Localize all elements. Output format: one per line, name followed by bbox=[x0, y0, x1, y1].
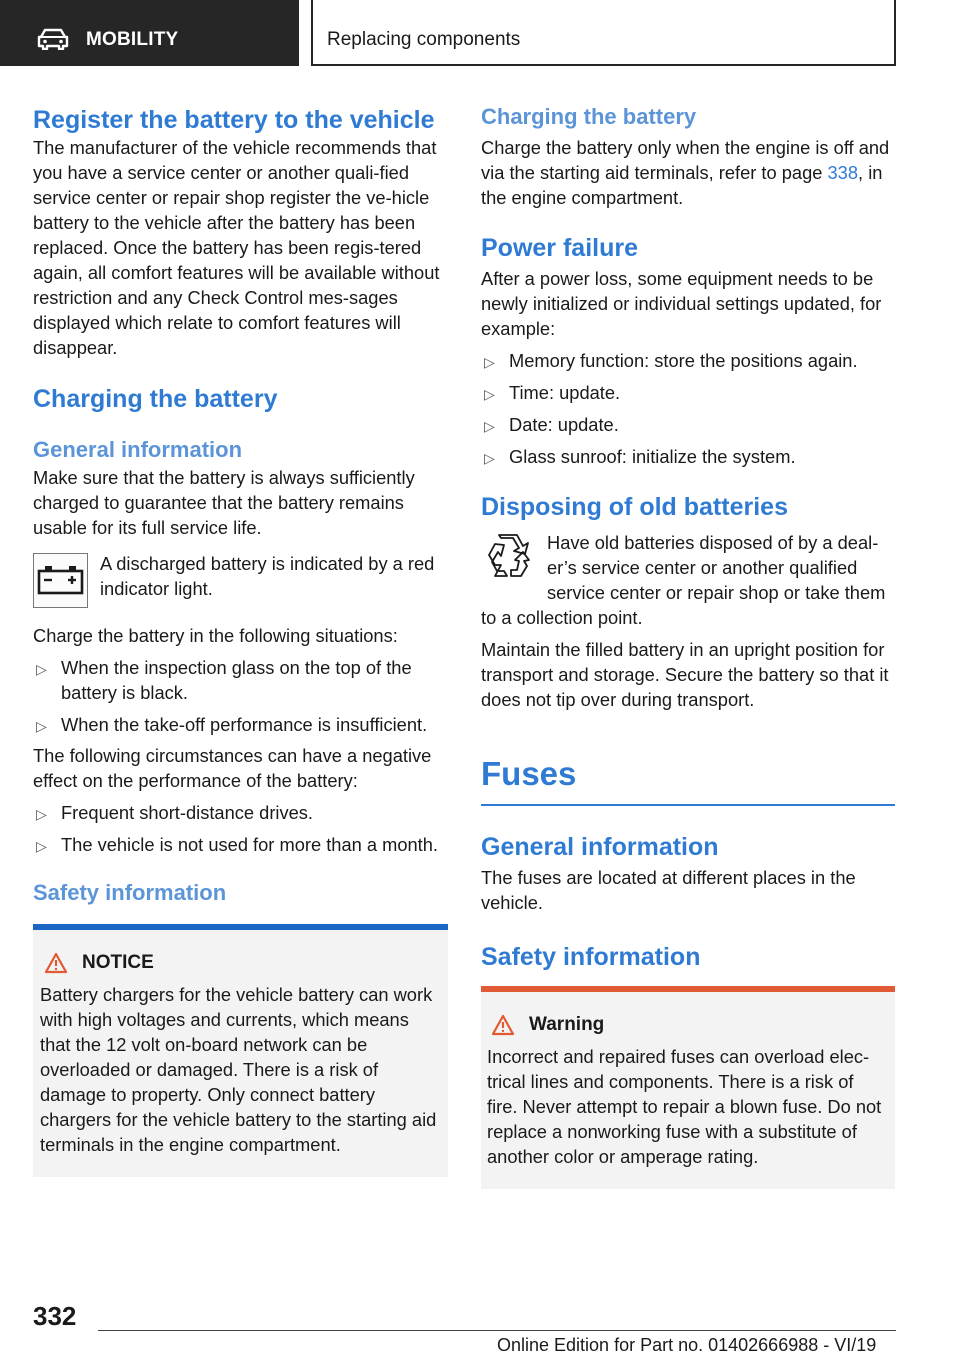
general-info-heading: General information bbox=[33, 437, 243, 462]
list-item: ▷ Glass sunroof: initialize the system. bbox=[481, 444, 895, 469]
edition-text: Online Edition for Part no. 01402666988 - VI/19 bbox=[497, 1335, 877, 1355]
triangle-bullet-icon: ▷ bbox=[36, 806, 47, 822]
list-item: ▷ When the take-off performance is insufficient. bbox=[33, 712, 448, 737]
warning-header bbox=[487, 1014, 887, 1036]
car-icon bbox=[36, 28, 70, 50]
list-item: ▷ The vehicle is not used for more than a month. bbox=[33, 832, 448, 857]
left-column bbox=[33, 100, 448, 1177]
power-failure-list bbox=[481, 348, 895, 469]
list-item: ▷ Date: update. bbox=[481, 412, 895, 437]
triangle-bullet-icon: ▷ bbox=[36, 718, 47, 734]
recycle-icon bbox=[481, 530, 533, 582]
page-number: 332 bbox=[33, 1301, 77, 1331]
indicator-note bbox=[33, 553, 448, 615]
indicator-text: A discharged battery is indicated by a red indicator light. bbox=[100, 553, 435, 599]
power-failure-text: After a power loss, some equipment needs to be newly initialized or individual settings updated, for example: bbox=[481, 268, 882, 339]
disposing-heading: Disposing of old batteries bbox=[481, 493, 788, 521]
charging-text: Charge the battery only when the engine is off and via the starting aid terminals, refer to page 338, in the engine compartment. bbox=[481, 137, 890, 208]
notice-label: NOTICE bbox=[82, 952, 154, 973]
triangle-bullet-icon: ▷ bbox=[484, 354, 495, 370]
triangle-bullet-icon: ▷ bbox=[484, 450, 495, 466]
fuses-general-text: The fuses are located at different places in the vehicle. bbox=[481, 867, 856, 913]
situations-list bbox=[33, 655, 448, 737]
section-tab bbox=[0, 0, 299, 66]
register-heading: Register the battery to the vehicle bbox=[33, 106, 435, 134]
disposing-note bbox=[481, 530, 895, 630]
notice-box bbox=[33, 924, 448, 1177]
list-item: ▷ Frequent short-distance drives. bbox=[33, 800, 448, 825]
fuses-heading: Fuses bbox=[481, 754, 895, 806]
warning-label: Warning bbox=[529, 1014, 605, 1035]
right-column bbox=[481, 100, 895, 1189]
triangle-bullet-icon: ▷ bbox=[36, 661, 47, 677]
notice-header bbox=[40, 952, 440, 974]
fuses-general-heading: General information bbox=[481, 833, 719, 861]
power-failure-heading: Power failure bbox=[481, 234, 638, 262]
list-item: ▷ Memory function: store the positions again. bbox=[481, 348, 895, 373]
charging-subheading: Charging the battery bbox=[481, 104, 697, 129]
warning-text: Incorrect and repaired fuses can overload elec‐trical lines and components. There is a risk of fire. Never attempt to repair a blown fuse. Do not replace a nonworking fuse with a substitute of another color or amperage rating. bbox=[487, 1046, 882, 1167]
page-reference-link[interactable]: 338 bbox=[827, 162, 859, 183]
disposing-text: Have old batteries disposed of by a deal‐er’s service center or another qualified service center or repair shop or take them to a collection point. bbox=[481, 532, 886, 628]
chapter-tab bbox=[311, 0, 896, 66]
situations-intro: Charge the battery in the following situations: bbox=[33, 625, 398, 646]
fuses-safety-heading: Safety information bbox=[481, 943, 701, 971]
general-info-text: Make sure that the battery is always sufficiently charged to guarantee that the battery remains usable for its full service life. bbox=[33, 467, 415, 538]
warning-box bbox=[481, 986, 895, 1189]
maintain-text: Maintain the filled battery in an upright position for transport and storage. Secure the battery so that it does not tip over during transport. bbox=[481, 639, 889, 710]
footer-divider bbox=[98, 1330, 896, 1331]
circumstances-list bbox=[33, 800, 448, 857]
warning-triangle-icon bbox=[491, 1014, 515, 1036]
circumstances-intro: The following circumstances can have a negative effect on the performance of the battery: bbox=[33, 745, 432, 791]
triangle-bullet-icon: ▷ bbox=[484, 418, 495, 434]
battery-indicator-icon bbox=[33, 553, 88, 608]
notice-text: Battery chargers for the vehicle battery can work with high voltages and currents, which means that the 12 volt on-board network can be overloaded or damaged. There is a risk of damage to property. Only connect battery chargers for the vehicle battery to the starting aid terminals in the engine compartment. bbox=[40, 984, 437, 1155]
section-title: MOBILITY bbox=[86, 29, 179, 50]
triangle-bullet-icon: ▷ bbox=[484, 386, 495, 402]
triangle-bullet-icon: ▷ bbox=[36, 838, 47, 854]
safety-heading: Safety information bbox=[33, 880, 227, 905]
chapter-title: Replacing components bbox=[327, 29, 521, 50]
list-item: ▷ When the inspection glass on the top of the battery is black. bbox=[36, 657, 412, 703]
charging-heading: Charging the battery bbox=[33, 385, 278, 413]
register-text: The manufacturer of the vehicle recommends that you have a service center or another quali‐fied service center or repair shop register the ve‐hicle battery to the vehicle after the battery has been replaced. Once the battery has been regis‐tered again, all comfort features will be available without restriction and any Check Control mes‐sages displayed which relate to comfort features will disappear. bbox=[33, 137, 440, 358]
list-item: ▷ Time: update. bbox=[481, 380, 895, 405]
warning-triangle-icon bbox=[44, 952, 68, 974]
